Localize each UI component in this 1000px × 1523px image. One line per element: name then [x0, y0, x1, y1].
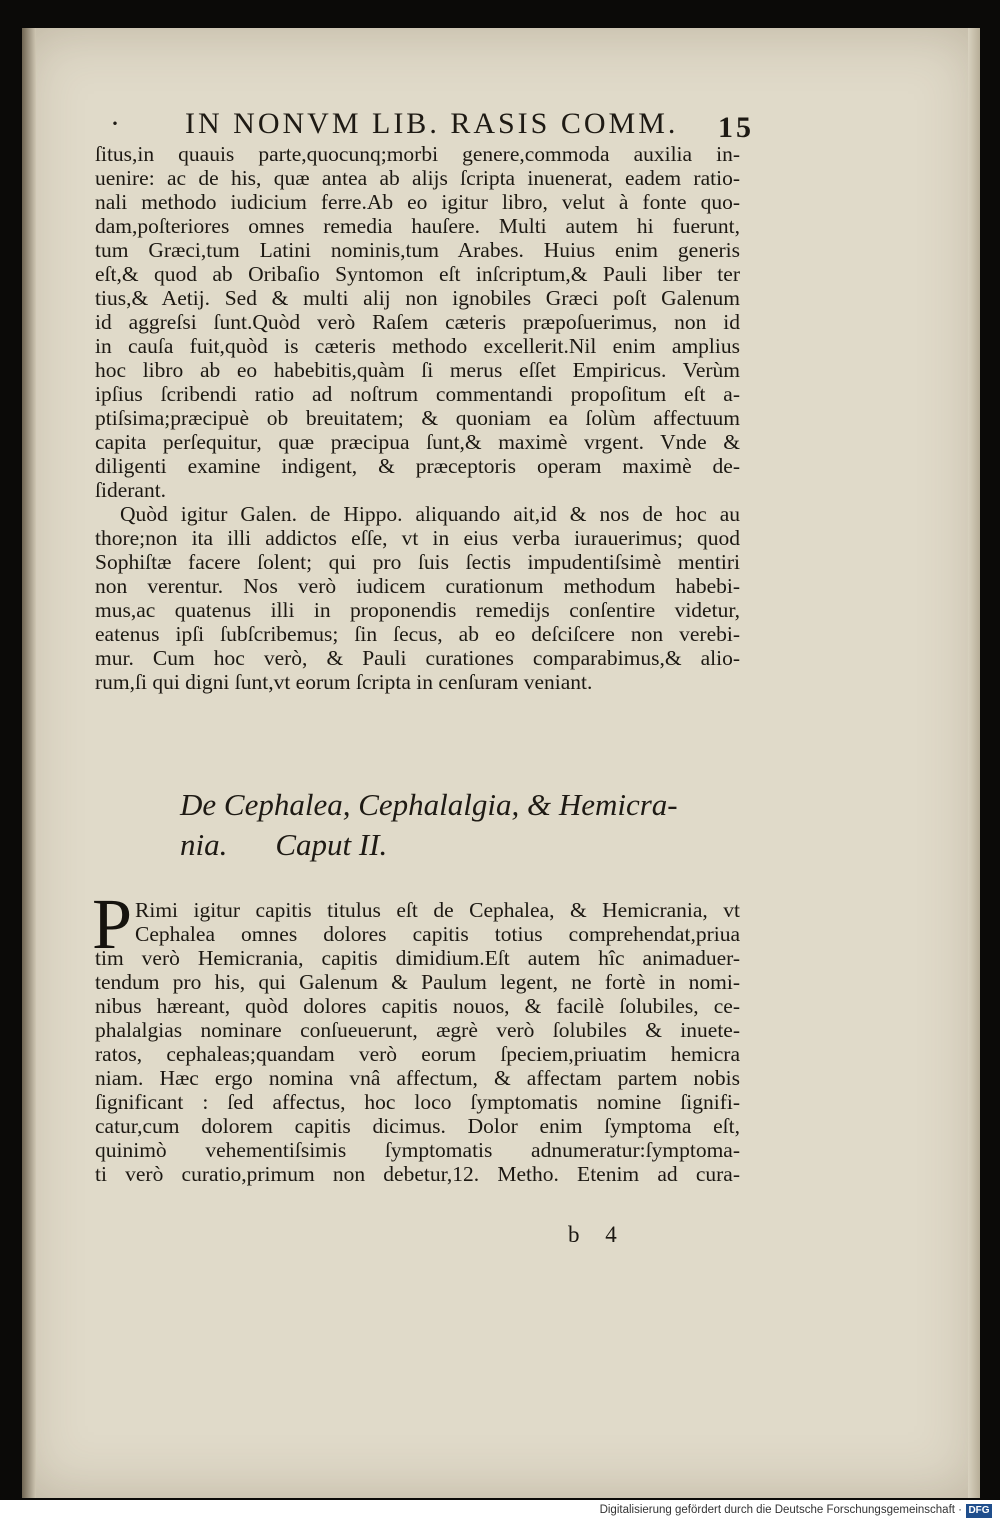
page-gutter-shadow [22, 28, 36, 1498]
chapter-heading-continuation: nia. [180, 827, 228, 862]
text-line: eatenus ipſi ſubſcribemus; ſin ſecus, ab eo deſciſcere non verebi- [95, 622, 740, 646]
text-line: Cephalea omnes dolores capitis totius comprehendat,priua [135, 922, 740, 946]
text-line: tim verò Hemicrania, capitis dimidium.Eſt autem hîc animaduer- [95, 946, 740, 970]
text-line: nali methodo iudicium ferre.Ab eo igitur libro, velut à fonte quo- [95, 190, 740, 214]
running-head-title: IN NONVM LIB. RASIS COMM. [185, 107, 679, 140]
dfg-logo: DFG [966, 1504, 992, 1518]
text-line: catur,cum dolorem capitis dicimus. Dolor enim ſymptoma eſt, [95, 1114, 740, 1138]
text-line: diligenti examine indigent, & præceptoris operam maximè de- [95, 454, 740, 478]
text-line: ratos, cephaleas;quandam verò eorum ſpeciem,priuatim hemicra [95, 1042, 740, 1066]
text-line: thore;non ita illi addictos eſſe, vt in eius verba iurauerimus; quod [95, 526, 740, 550]
text-line: niam. Hæc ergo nomina vnâ affectum, & affectam partem nobis [95, 1066, 740, 1090]
text-line: ptiſsima;præcipuè ob breuitatem; & quoniam ea ſolùm affectuum [95, 406, 740, 430]
chapter-number: Caput II. [275, 827, 388, 862]
text-line: ſiderant. [95, 478, 167, 502]
text-line: dam,poſteriores omnes remedia hauſere. Multi autem hi fuerunt, [95, 214, 740, 238]
text-line: in cauſa fuit,quòd is cæteris methodo excellerit.Nil enim amplius [95, 334, 740, 358]
running-head [110, 107, 770, 147]
signature-mark: b 4 [568, 1222, 627, 1247]
text-line: nibus hæreant, quòd dolores capitis nouos, & facilè ſolubiles, ce- [95, 994, 740, 1018]
text-line: mur. Cum hoc verò, & Pauli curationes comparabimus,& alio- [95, 646, 740, 670]
running-head-dot: · [110, 107, 123, 140]
text-line: tendum pro his, qui Galenum & Paulum legent, ne fortè in nomi- [95, 970, 740, 994]
text-line: non verentur. Nos verò iudicem curationum methodum habebi- [95, 574, 740, 598]
text-line: Rimi igitur capitis titulus eſt de Cephalea, & Hemicrania, vt [135, 898, 740, 922]
page-edge [968, 28, 980, 1498]
text-line: quinimò vehementiſsimis ſymptomatis adnumeratur:ſymptoma- [95, 1138, 740, 1162]
body-text-top [95, 142, 740, 694]
chapter-heading [180, 785, 680, 865]
text-line: uenire: ac de his, quæ antea ab alijs ſcripta inuenerat, eadem ratio- [95, 166, 740, 190]
text-line: ipſius ſcribendi ratio ad noſtrum commentandi propoſitum eſt a- [95, 382, 740, 406]
text-line: mus,ac quatenus illi in proponendis remedijs conſentire videtur, [95, 598, 740, 622]
text-line: phalalgias nominare conſueuerunt, ægrè verò ſolubiles & inuete- [95, 1018, 740, 1042]
drop-capital: P [92, 884, 133, 964]
text-line: tius,& Aetij. Sed & multi alij non ignobiles Græci poſt Galenum [95, 286, 740, 310]
text-line: id aggreſsi ſunt.Quòd verò Raſem cæteris præpoſuerimus, non id [95, 310, 740, 334]
chapter-heading-line [180, 825, 680, 865]
text-line: tum Græci,tum Latini nominis,tum Arabes. Huius enim generis [95, 238, 740, 262]
text-line: capita perſequitur, quæ præcipua ſunt,& maximè vrgent. Vnde & [95, 430, 740, 454]
text-line: rum,ſi qui digni ſunt,vt eorum ſcripta in cenſuram veniant. [95, 670, 593, 694]
text-line: Sophiſtæ facere ſolent; qui pro ſuis ſectis impudentiſsimè mentiri [95, 550, 740, 574]
text-line: Quòd igitur Galen. de Hippo. aliquando ait,id & nos de hoc au [120, 502, 740, 526]
text-line: hoc libro ab eo habebitis,quàm ſi merus eſſet Empiricus. Verùm [95, 358, 740, 382]
text-line: ti verò curatio,primum non debetur,12. Metho. Etenim ad cura- [95, 1162, 740, 1186]
chapter-heading-line: De Cephalea, Cephalalgia, & Hemicra- [180, 787, 678, 822]
text-line: ſitus,in quauis parte,quocunq;morbi genere,commoda auxilia in- [95, 142, 740, 166]
page-number: 15 [718, 111, 754, 144]
funding-credit: Digitalisierung gefördert durch die Deutsche Forschungsgemeinschaft · [599, 1504, 962, 1516]
text-line: eſt,& quod ab Oribaſio Syntomon eſt inſcriptum,& Pauli liber ter [95, 262, 740, 286]
body-text-bottom [95, 898, 740, 1186]
text-line: ſignificant : ſed affectus, hoc loco ſymptomatis nomine ſignifi- [95, 1090, 740, 1114]
